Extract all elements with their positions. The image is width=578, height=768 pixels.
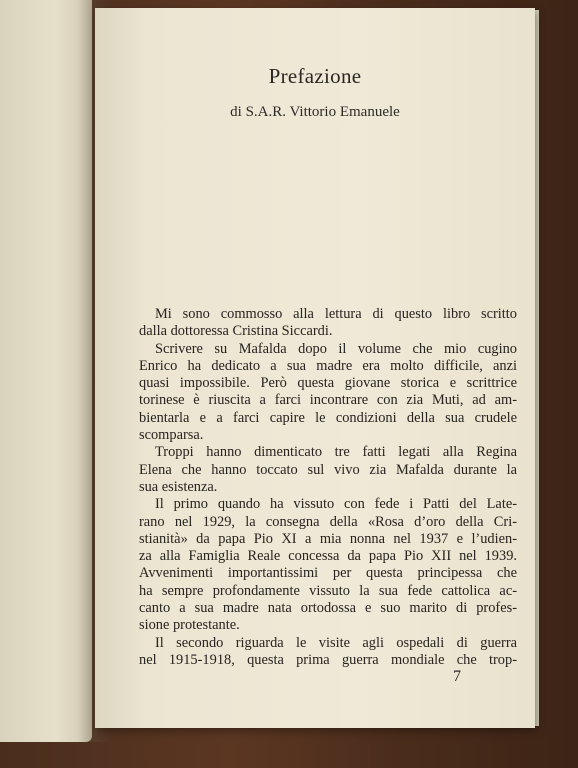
text-line: canto a sua madre nata ortodossa e suo marito di profes- <box>139 600 517 617</box>
text-line: sua esistenza. <box>139 478 218 495</box>
text-line: Mi sono commosso alla lettura di questo libro scritto <box>155 306 517 322</box>
text-line: sione protestante. <box>139 617 240 634</box>
text-line: torinese è riuscita a farci incontrare con zia Muti, ad am- <box>139 392 517 409</box>
text-line: quasi impossibile. Però questa giovane storica e scrittrice <box>139 375 517 392</box>
text-line: ha sempre profondamente vissuto la sua fede cattolica ac- <box>139 582 517 599</box>
text-line: scomparsa. <box>139 427 204 444</box>
page-number: 7 <box>453 668 461 685</box>
text-line: rano nel 1929, la consegna della «Rosa d’oro della Cri- <box>139 513 517 530</box>
page-byline: di S.A.R. Vittorio Emanuele <box>230 104 400 120</box>
text-line: Il secondo riguarda le visite agli ospedali di guerra <box>155 634 517 651</box>
text-line: Enrico ha dedicato a sua madre era molto difficile, anzi <box>139 357 517 374</box>
body-text <box>139 306 517 669</box>
text-line: Scrivere su Mafalda dopo il volume che mio cugino <box>155 340 517 357</box>
page-title: Prefazione <box>268 64 362 88</box>
text-line: Avvenimenti importantissimi per questa principessa che <box>139 565 517 582</box>
text-line: Elena che hanno toccato sul vivo zia Mafalda durante la <box>139 461 517 478</box>
text-line: za alla Famiglia Reale concessa da papa Pio XII nel 1939. <box>139 548 517 565</box>
text-line: Il primo quando ha vissuto con fede i Patti del Late- <box>155 496 517 513</box>
text-line: bientarla e a farci capire le condizioni della sua crudele <box>139 409 517 426</box>
text-line: stianità» da papa Pio XI a mia nonna nel 1937 e l’udien- <box>139 530 517 547</box>
right-page <box>95 8 535 728</box>
text-line: Troppi hanno dimenticato tre fatti legati alla Regina <box>155 444 517 461</box>
text-line: nel 1915-1918, questa prima guerra mondiale che trop- <box>139 651 517 668</box>
text-line: dalla dottoressa Cristina Siccardi. <box>139 323 333 340</box>
